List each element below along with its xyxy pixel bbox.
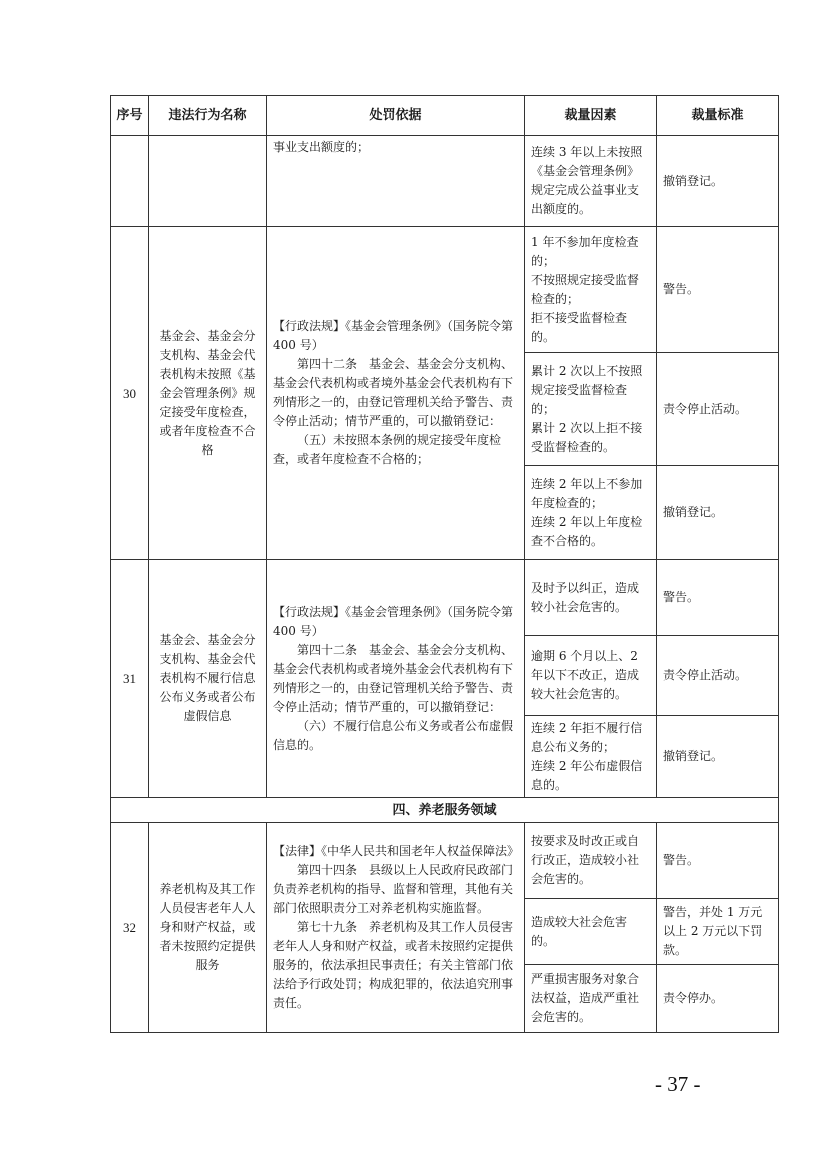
discretion-factor: 累计 2 次以上不按照规定接受监督检查的； 累计 2 次以上拒不接受监督检查的。 [525, 353, 657, 466]
violation-name: 基金会、基金会分支机构、基金会代表机构未按照《基金会管理条例》规定接受年度检查，或者年度检查不合格 [149, 227, 267, 560]
header-standard: 裁量标准 [657, 96, 779, 136]
discretion-factor: 连续 3 年以上未按照《基金会管理条例》规定完成公益事业支出额度的。 [525, 136, 657, 227]
discretion-standard: 撤销登记。 [657, 136, 779, 227]
table-row [111, 823, 779, 899]
basis-source: 【行政法规】《基金会管理条例》（国务院令第 400 号） [273, 604, 514, 638]
header-name: 违法行为名称 [149, 96, 267, 136]
section-row [111, 798, 779, 823]
discretion-factor: 连续 2 年拒不履行信息公布义务的； 连续 2 年公布虚假信息的。 [525, 716, 657, 798]
basis-clause: 第七十九条 养老机构及其工作人员侵害老年人人身和财产权益，或者未按照约定提供服务的，依法承担民事责任；有关主管部门依法给予行政处罚；构成犯罪的，依法追究刑事责任。 [273, 920, 514, 1010]
discretion-standard: 警告，并处 1 万元以上 2 万元以下罚款。 [657, 899, 779, 965]
basis-article: 第四十二条 基金会、基金会分支机构、基金会代表机构或者境外基金会代表机构有下列情形之一的，由登记管理机关给予警告、责令停止活动；情节严重的，可以撤销登记： [273, 357, 514, 428]
penalty-discretion-table [110, 95, 779, 1033]
basis-article: 第四十二条 基金会、基金会分支机构、基金会代表机构或者境外基金会代表机构有下列情形之一的，由登记管理机关给予警告、责令停止活动；情节严重的，可以撤销登记： [273, 642, 514, 714]
table-row [111, 136, 779, 227]
table-row [111, 560, 779, 636]
section-heading: 四、养老服务领域 [111, 798, 779, 823]
basis-clause: （五）未按照本条例的规定接受年度检查，或者年度检查不合格的； [273, 433, 502, 466]
discretion-factor: 造成较大社会危害的。 [525, 899, 657, 965]
page-number: - 37 - [655, 1072, 701, 1096]
discretion-factor: 按要求及时改正或自行改正，造成较小社会危害的。 [525, 823, 657, 899]
table-header-row [111, 96, 779, 136]
table-row [111, 227, 779, 353]
discretion-factor: 连续 2 年以上不参加年度检查的； 连续 2 年以上年度检查不合格的。 [525, 466, 657, 560]
discretion-standard: 撤销登记。 [657, 716, 779, 798]
basis-text: 事业支出额度的； [273, 140, 370, 154]
header-factor: 裁量因素 [525, 96, 657, 136]
discretion-factor: 1 年不参加年度检查的； 不按照规定接受监督检查的； 拒不接受监督检查的。 [525, 227, 657, 353]
basis-clause: （六）不履行信息公布义务或者公布虚假信息的。 [273, 718, 514, 752]
violation-name [149, 136, 267, 227]
header-no: 序号 [111, 96, 149, 136]
discretion-factor: 逾期 6 个月以上、2 年以下不改正，造成较大社会危害的。 [525, 636, 657, 716]
discretion-factor: 严重损害服务对象合法权益，造成严重社会危害的。 [525, 965, 657, 1033]
violation-name: 基金会、基金会分支机构、基金会代表机构不履行信息公布义务或者公布虚假信息 [149, 560, 267, 798]
discretion-standard: 警告。 [657, 823, 779, 899]
basis-source: 【行政法规】《基金会管理条例》（国务院令第 400 号） [273, 319, 514, 352]
discretion-factor: 及时予以纠正，造成较小社会危害的。 [525, 560, 657, 636]
penalty-basis [267, 560, 525, 798]
header-basis: 处罚依据 [267, 96, 525, 136]
penalty-basis [267, 823, 525, 1033]
row-number: 32 [111, 823, 149, 1033]
discretion-standard: 撤销登记。 [657, 466, 779, 560]
basis-source: 【法律】《中华人民共和国老年人权益保障法》 [273, 844, 520, 858]
penalty-basis [267, 136, 525, 227]
row-number: 30 [111, 227, 149, 560]
row-number: 31 [111, 560, 149, 798]
penalty-basis [267, 227, 525, 560]
basis-article: 第四十四条 县级以上人民政府民政部门负责养老机构的指导、监督和管理，其他有关部门依照职责分工对养老机构实施监督。 [273, 863, 514, 915]
discretion-standard: 警告。 [657, 560, 779, 636]
discretion-standard: 责令停止活动。 [657, 636, 779, 716]
discretion-standard: 责令停止活动。 [657, 353, 779, 466]
row-number [111, 136, 149, 227]
discretion-standard: 警告。 [657, 227, 779, 353]
discretion-standard: 责令停办。 [657, 965, 779, 1033]
violation-name: 养老机构及其工作人员侵害老年人人身和财产权益，或者未按照约定提供服务 [149, 823, 267, 1033]
